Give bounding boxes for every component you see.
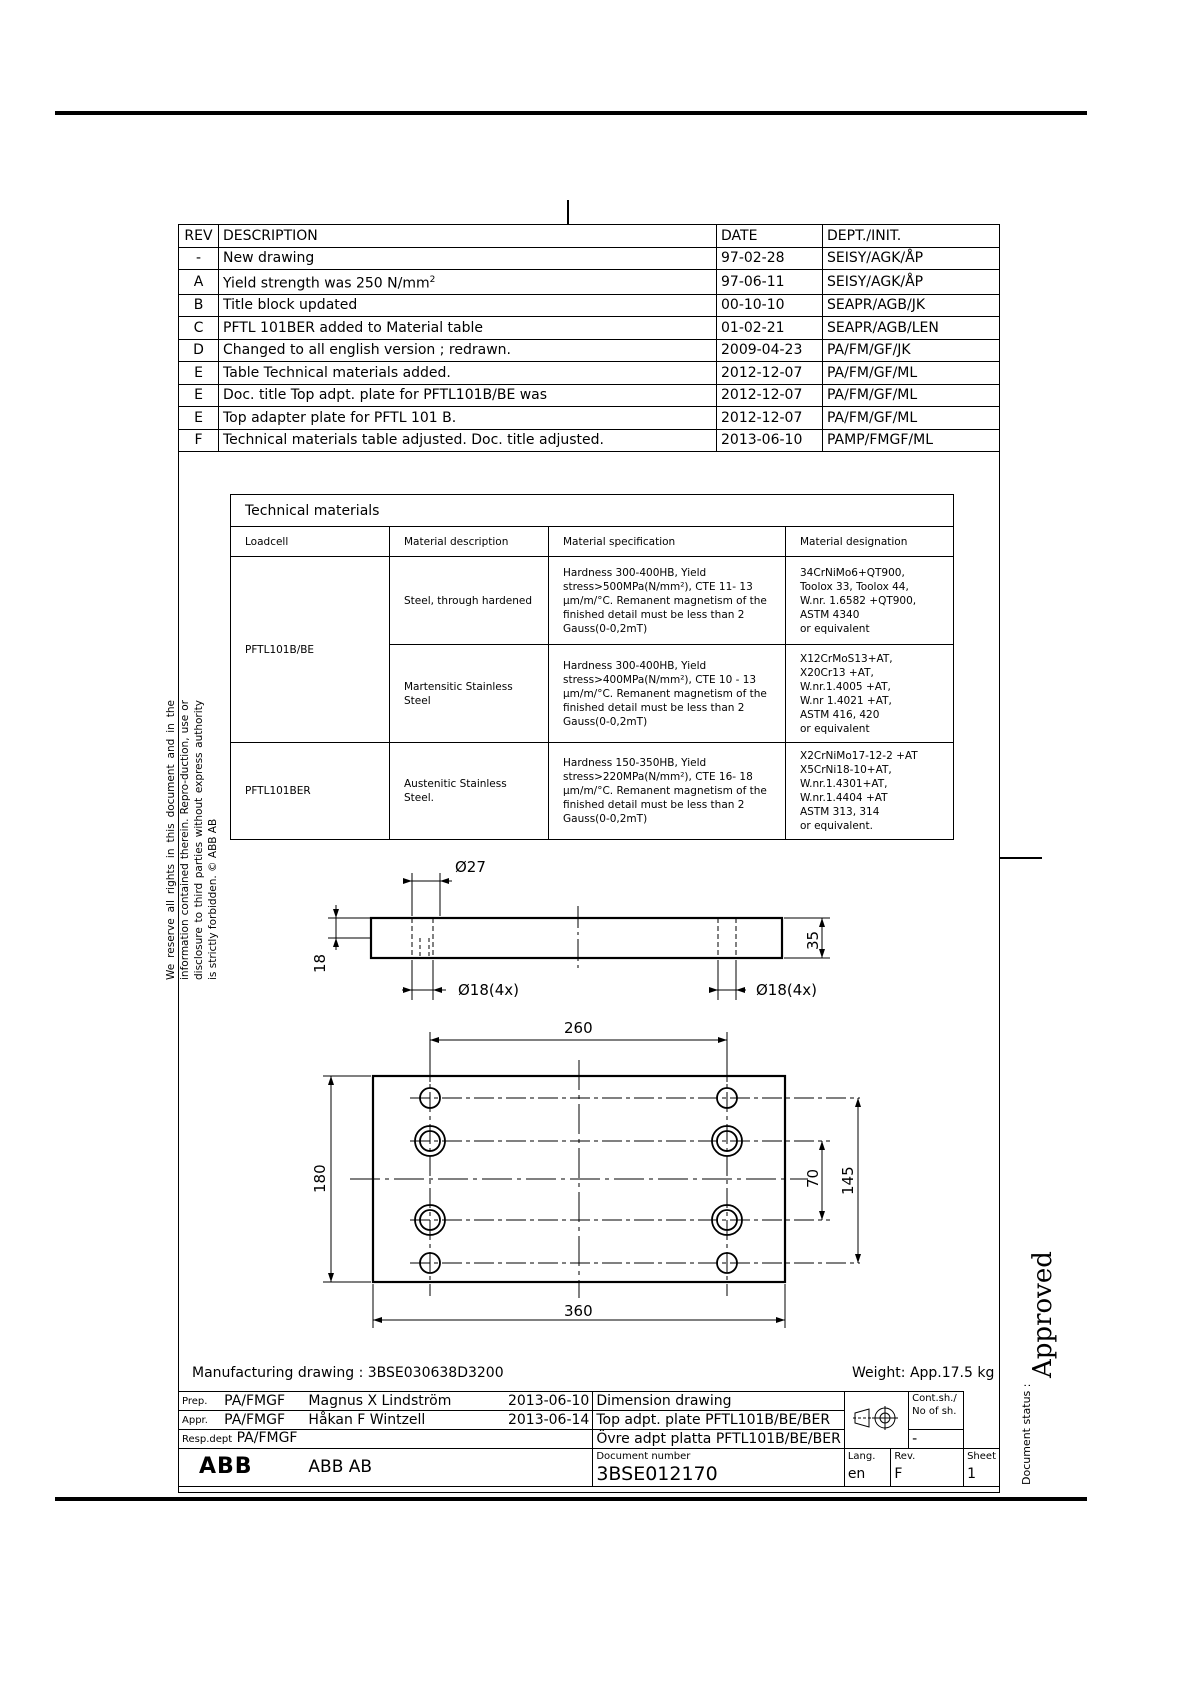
material-description-header: Material description bbox=[390, 527, 549, 557]
dim-260-label: 260 bbox=[564, 1019, 593, 1037]
rev-cell: - bbox=[179, 247, 219, 270]
loadcell-cell: PFTL101B/BE bbox=[231, 557, 390, 743]
date-cell: 2013-06-10 bbox=[717, 429, 823, 452]
document-status-label: Document status : bbox=[1020, 1383, 1033, 1485]
material-description-cell: Austenitic Stainless Steel. bbox=[390, 743, 549, 840]
description-cell: New drawing bbox=[219, 247, 717, 270]
cont-sheet-value: - bbox=[909, 1430, 964, 1449]
loadcell-header: Loadcell bbox=[231, 527, 390, 557]
arrow-head bbox=[819, 1211, 825, 1220]
third-angle-projection-icon bbox=[853, 1405, 899, 1431]
arrow-head bbox=[373, 1317, 382, 1323]
dim-dia18-left-label: Ø18(4x) bbox=[458, 981, 520, 999]
arrow-head bbox=[440, 878, 449, 884]
date-cell: 01-02-21 bbox=[717, 317, 823, 340]
date-header: DATE bbox=[717, 225, 823, 248]
lang-label: Lang. bbox=[847, 1451, 876, 1462]
doc-number-cell bbox=[593, 1449, 844, 1487]
dept-cell: SEISY/AGK/ÅP bbox=[823, 270, 1000, 295]
dept-cell: PAMP/FMGF/ML bbox=[823, 429, 1000, 452]
date-cell: 2012-12-07 bbox=[717, 407, 823, 430]
lang-value: en bbox=[847, 1466, 866, 1482]
description-cell: Title block updated bbox=[219, 294, 717, 317]
technical-materials-caption: Technical materials bbox=[231, 495, 954, 527]
date-cell: 2009-04-23 bbox=[717, 339, 823, 362]
description-text: Yield strength was 250 N/mm bbox=[223, 275, 430, 292]
copyright-note: We reserve all rights in this document and in the information contained therein. Repro-duction, use or disclosure to third parties without express authority is strictly forbidden. © ABB AB bbox=[165, 700, 219, 980]
doc-number: 3BSE012170 bbox=[596, 1463, 718, 1485]
title-block bbox=[178, 1391, 1000, 1487]
arrow-head bbox=[333, 909, 339, 918]
arrow-head bbox=[855, 1254, 861, 1263]
date-cell: 97-02-28 bbox=[717, 247, 823, 270]
dim-dia18-right-label: Ø18(4x) bbox=[756, 981, 818, 999]
loadcell-cell: PFTL101BER bbox=[231, 743, 390, 840]
abb-logo bbox=[179, 1449, 306, 1487]
date-cell: 2012-12-07 bbox=[717, 362, 823, 385]
rev-cell: F bbox=[179, 429, 219, 452]
arrow-head bbox=[403, 987, 412, 993]
rev-label: Rev. bbox=[894, 1451, 916, 1462]
rev-cell: C bbox=[179, 317, 219, 340]
rev-cell: E bbox=[179, 384, 219, 407]
rev-cell: D bbox=[179, 339, 219, 362]
material-designation-cell: X2CrNiMo17-12-2 +AT X5CrNi18-10+AT, W.nr.1.4301+AT, W.nr.1.4404 +AT ASTM 313, 314 or equivalent. bbox=[786, 743, 954, 840]
resp-dept: PA/FMGF bbox=[236, 1430, 298, 1446]
description-cell: Technical materials table adjusted. Doc. title adjusted. bbox=[219, 429, 717, 452]
cont-sheet-label: Cont.sh./ No of sh. bbox=[909, 1392, 964, 1430]
arrow-head bbox=[718, 1037, 727, 1043]
resp-dept-cell bbox=[179, 1430, 593, 1449]
dim-70-label: 70 bbox=[804, 1168, 822, 1188]
document-status-value: Approved bbox=[1028, 1251, 1058, 1378]
doc-title-2: Top adpt. plate PFTL101B/BE/BER bbox=[593, 1411, 844, 1430]
rev-cell: B bbox=[179, 294, 219, 317]
material-specification-cell: Hardness 150-350HB, Yield stress>220MPa(N/mm²), CTE 16- 18 μm/m/°C. Remanent magnetism of the finished detail must be less than 2 Gauss(0-0,2mT) bbox=[549, 743, 786, 840]
description-cell: Table Technical materials added. bbox=[219, 362, 717, 385]
dept-cell: PA/FM/GF/ML bbox=[823, 384, 1000, 407]
material-description-cell: Martensitic Stainless Steel bbox=[390, 645, 549, 743]
description-header: DESCRIPTION bbox=[219, 225, 717, 248]
material-designation-header: Material designation bbox=[786, 527, 954, 557]
dept-cell: SEAPR/AGB/JK bbox=[823, 294, 1000, 317]
doc-number-label: Document number bbox=[596, 1451, 691, 1462]
rev-cell: E bbox=[179, 407, 219, 430]
dim-180-label: 180 bbox=[311, 1164, 329, 1193]
arrow-head bbox=[430, 1037, 439, 1043]
arrow-head bbox=[736, 987, 745, 993]
description-cell: PFTL 101BER added to Material table bbox=[219, 317, 717, 340]
rev-header: REV bbox=[179, 225, 219, 248]
arrow-head bbox=[433, 987, 442, 993]
dim-360-label: 360 bbox=[564, 1302, 593, 1320]
dept-cell: PA/FM/GF/JK bbox=[823, 339, 1000, 362]
rev-cell: E bbox=[179, 362, 219, 385]
date-cell: 97-06-11 bbox=[717, 270, 823, 295]
superscript: 2 bbox=[429, 275, 436, 285]
material-designation-cell: 34CrNiMo6+QT900, Toolox 33, Toolox 44, W.nr. 1.6582 +QT900, ASTM 4340 or equivalent bbox=[786, 557, 954, 645]
title-block-row-docnum bbox=[179, 1449, 1000, 1487]
arrow-head bbox=[819, 918, 825, 927]
description-cell: Doc. title Top adpt. plate for PFTL101B/BE was bbox=[219, 384, 717, 407]
doc-title-1: Dimension drawing bbox=[593, 1392, 844, 1411]
dim-145-label: 145 bbox=[839, 1166, 857, 1195]
description-cell: Top adapter plate for PFTL 101 B. bbox=[219, 407, 717, 430]
projection-symbol bbox=[844, 1392, 908, 1449]
dept-cell: PA/FM/GF/ML bbox=[823, 362, 1000, 385]
lang-cell bbox=[844, 1449, 891, 1487]
dim-18-label: 18 bbox=[311, 953, 329, 973]
rev-cell bbox=[891, 1449, 964, 1487]
material-specification-cell: Hardness 300-400HB, Yield stress>500MPa(N/mm²), CTE 11- 13 μm/m/°C. Remanent magnetism of the finished detail must be less than 2 Gauss(0-0,2mT) bbox=[549, 557, 786, 645]
prep-date: 2013-06-10 bbox=[503, 1392, 592, 1411]
dept-cell: SEISY/AGK/ÅP bbox=[823, 247, 1000, 270]
material-designation-cell: X12CrMoS13+AT, X20Cr13 +AT, W.nr.1.4005 +AT, W.nr 1.4021 +AT, ASTM 416, 420 or equivalent bbox=[786, 645, 954, 743]
arrow-head bbox=[333, 938, 339, 947]
prep-name: Magnus X Lindström bbox=[305, 1392, 503, 1411]
date-cell: 2012-12-07 bbox=[717, 384, 823, 407]
date-cell: 00-10-10 bbox=[717, 294, 823, 317]
arrow-head bbox=[709, 987, 718, 993]
manufacturing-drawing-ref: Manufacturing drawing : 3BSE030638D3200 bbox=[192, 1365, 504, 1381]
sheet-value: 1 bbox=[967, 1466, 976, 1482]
appr-label: Appr. bbox=[179, 1411, 222, 1430]
prep-dept: PA/FMGF bbox=[221, 1392, 305, 1411]
material-specification-cell: Hardness 300-400HB, Yield stress>400MPa(N/mm²), CTE 10 - 13 μm/m/°C. Remanent magnetism of the finished detail must be less than 2 Gauss(0-0,2mT) bbox=[549, 645, 786, 743]
dim-dia27-label: Ø27 bbox=[455, 858, 486, 876]
title-block-row-prep bbox=[179, 1392, 1000, 1411]
appr-date: 2013-06-14 bbox=[503, 1411, 592, 1430]
dept-cell: PA/FM/GF/ML bbox=[823, 407, 1000, 430]
sheet-cell bbox=[964, 1449, 1000, 1487]
dept-cell: SEAPR/AGB/LEN bbox=[823, 317, 1000, 340]
arrow-head bbox=[328, 1273, 334, 1282]
sheet-label: Sheet bbox=[967, 1451, 996, 1462]
rev-value: F bbox=[894, 1466, 903, 1482]
arrow-head bbox=[403, 878, 412, 884]
rev-cell: A bbox=[179, 270, 219, 295]
resp-label: Resp.dept bbox=[182, 1434, 233, 1445]
appr-dept: PA/FMGF bbox=[221, 1411, 305, 1430]
dim-35-label: 35 bbox=[804, 930, 822, 950]
weight-label: Weight: App.17.5 kg bbox=[852, 1365, 995, 1381]
arrow-head bbox=[855, 1098, 861, 1107]
prep-label: Prep. bbox=[179, 1392, 222, 1411]
material-specification-header: Material specification bbox=[549, 527, 786, 557]
description-cell: Changed to all english version ; redrawn. bbox=[219, 339, 717, 362]
arrow-head bbox=[819, 1141, 825, 1150]
doc-title-3: Övre adpt platta PFTL101B/BE/BER bbox=[593, 1430, 844, 1449]
dept-header: DEPT./INIT. bbox=[823, 225, 1000, 248]
material-description-cell: Steel, through hardened bbox=[390, 557, 549, 645]
abb-logo-text: ABB bbox=[199, 1453, 253, 1479]
arrow-head bbox=[776, 1317, 785, 1323]
company-name: ABB AB bbox=[305, 1449, 592, 1487]
appr-name: Håkan F Wintzell bbox=[305, 1411, 503, 1430]
arrow-head bbox=[328, 1076, 334, 1085]
